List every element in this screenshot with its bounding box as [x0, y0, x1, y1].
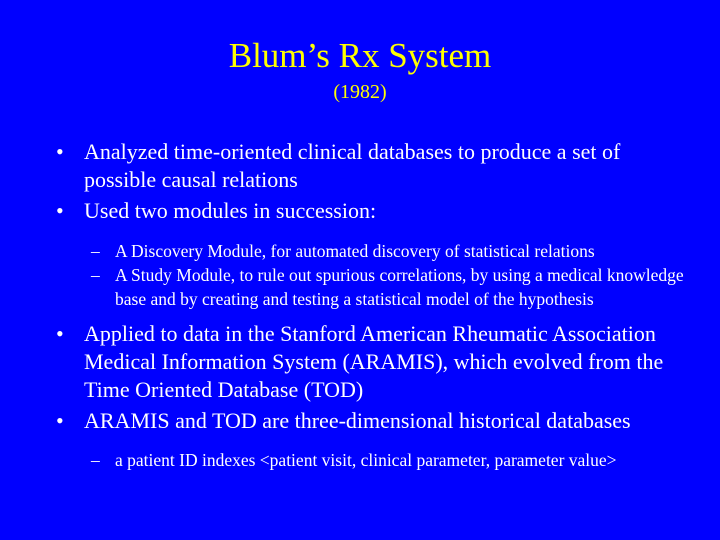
bullet-item	[0, 138, 720, 194]
slide-title: Blum’s Rx System	[228, 36, 492, 75]
sub-bullet-item	[0, 448, 720, 472]
bullet-text: Analyzed time-oriented clinical databases to produce a set of possible causal relations	[84, 139, 621, 192]
bullet-text: ARAMIS and TOD are three-dimensional historical databases	[84, 408, 631, 433]
sub-bullet-text: A Study Module, to rule out spurious correlations, by using a medical knowledge base and by creating and testing a statistical model of the hypothesis	[115, 265, 684, 309]
bullet-item	[0, 320, 720, 404]
bullet-text: Used two modules in succession:	[84, 198, 377, 223]
sub-bullet-item	[0, 263, 720, 311]
sub-bullet-item	[0, 239, 720, 263]
dash-marker: –	[91, 450, 100, 470]
spacer	[0, 311, 720, 320]
bullet-marker: •	[56, 198, 64, 223]
bullet-item	[0, 197, 720, 225]
bullet-text: Applied to data in the Stanford American Rheumatic Association Medical Information System (ARAMIS), which evolved from the Time Oriented Database (TOD)	[84, 321, 664, 402]
spacer	[0, 438, 720, 448]
dash-marker: –	[91, 241, 100, 261]
bullet-marker: •	[56, 321, 64, 346]
slide-subtitle: (1982)	[333, 81, 387, 103]
bullet-item	[0, 407, 720, 435]
spacer	[0, 228, 720, 239]
sub-bullet-text: A Discovery Module, for automated discovery of statistical relations	[115, 241, 595, 261]
bullet-marker: •	[56, 408, 64, 433]
bullet-marker: •	[56, 139, 64, 164]
sub-bullet-text: a patient ID indexes <patient visit, clinical parameter, parameter value>	[115, 450, 617, 470]
dash-marker: –	[91, 265, 100, 285]
bullet-list	[0, 138, 720, 472]
